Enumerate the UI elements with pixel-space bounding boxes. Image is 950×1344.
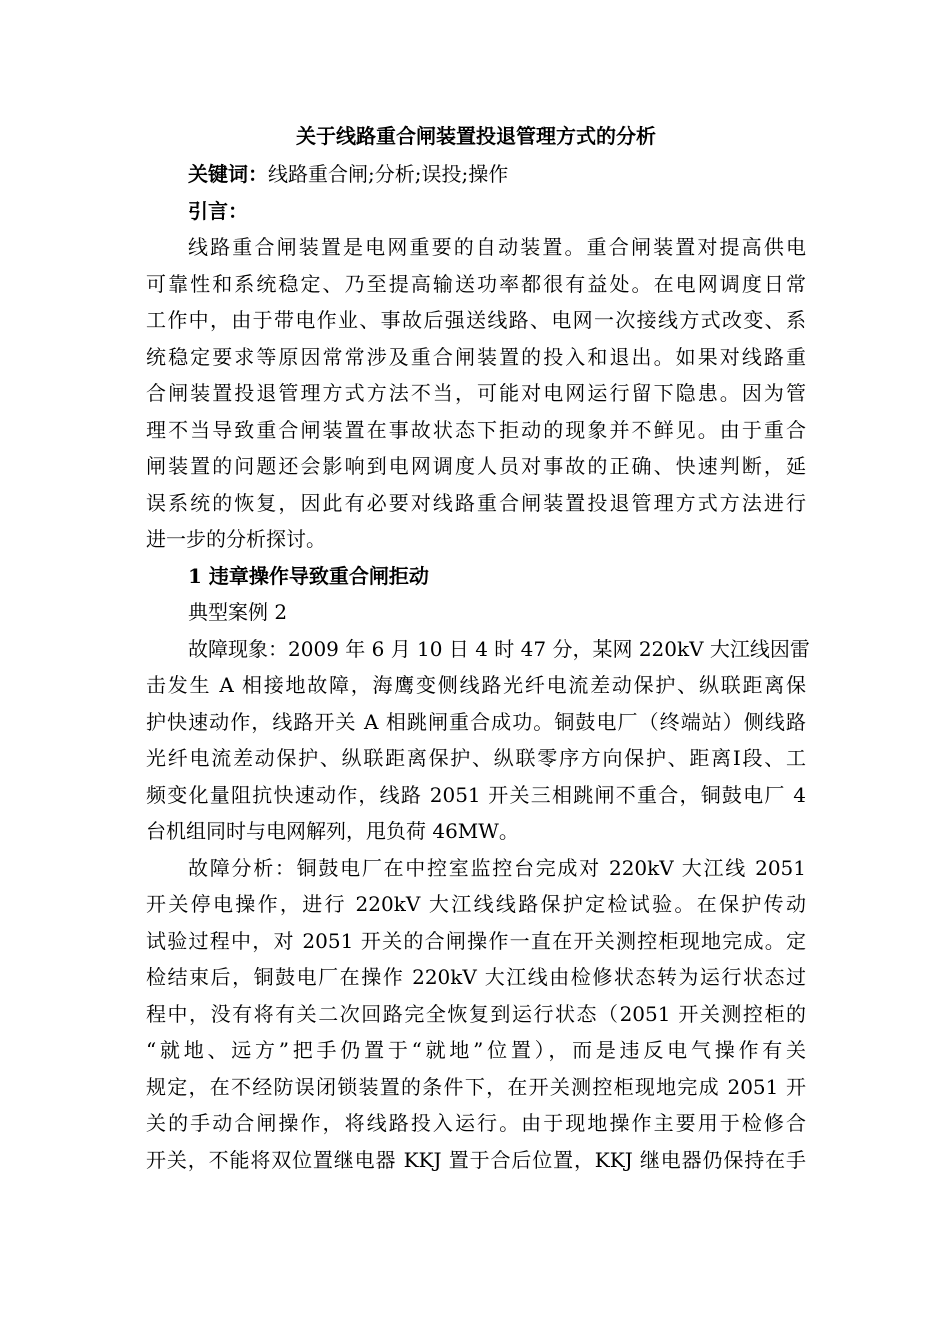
paragraph-line: 故障现象：2009 年 6 月 10 日 4 时 47 分，某网 220kV 大江线因雷 xyxy=(188,636,810,661)
paragraph-line: 护快速动作，线路开关 A 相跳闸重合成功。铜鼓电厂（终端站）侧线路 xyxy=(146,709,806,734)
paragraph-line: 击发生 A 相接地故障，海鹰变侧线路光纤电流差动保护、纵联距离保 xyxy=(146,673,806,697)
section-heading: 1 违章操作导致重合闸拒动 xyxy=(188,563,429,588)
paragraph-line: 故障分析：铜鼓电厂在中控室监控台完成对 220kV 大江线 2051 xyxy=(188,855,806,880)
paragraph-line: 线路重合闸装置是电网重要的自动装置。重合闸装置对提高供电 xyxy=(188,235,806,259)
paragraph-line: “就地、远方”把手仍置于“就地”位置），而是违反电气操作有关 xyxy=(146,1038,806,1062)
keywords-label: 关键词： xyxy=(188,162,268,186)
paragraph-line: 工作中，由于带电作业、事故后强送线路、电网一次接线方式改变、系 xyxy=(146,308,806,332)
paragraph-line: 合闸装置投退管理方式方法不当，可能对电网运行留下隐患。因为管 xyxy=(146,381,806,405)
keywords-line xyxy=(146,156,806,193)
document-page xyxy=(146,116,810,1178)
intro-label: 引言： xyxy=(188,198,248,223)
paragraph-line: 检结束后，铜鼓电厂在操作 220kV 大江线由检修状态转为运行状态过 xyxy=(146,965,806,989)
paragraph-line: 台机组同时与电网解列，甩负荷 46MW。 xyxy=(146,819,519,843)
phenomenon-paragraph xyxy=(146,631,810,850)
paragraph-line: 开关，不能将双位置继电器 KKJ 置于合后位置，KKJ 继电器仍保持在手 xyxy=(146,1147,806,1172)
keywords-value: 线路重合闸;分析;误投;操作 xyxy=(268,162,509,186)
paragraph-line: 关的手动合闸操作，将线路投入运行。由于现地操作主要用于检修合 xyxy=(146,1111,806,1135)
paragraph-line: 试验过程中，对 2051 开关的合闸操作一直在开关测控柜现地完成。定 xyxy=(146,928,806,953)
intro-paragraph xyxy=(146,229,806,558)
paragraph-line: 闸装置的问题还会影响到电网调度人员对事故的正确、快速判断，延 xyxy=(146,454,806,478)
paragraph-line: 程中，没有将有关二次回路完全恢复到运行状态（2051 开关测控柜的 xyxy=(146,1001,806,1026)
paragraph-line: 进一步的分析探讨。 xyxy=(146,527,326,551)
paragraph-line: 统稳定要求等原因常常涉及重合闸装置的投入和退出。如果对线路重 xyxy=(146,344,806,369)
analysis-paragraph xyxy=(146,850,806,1179)
document-title: 关于线路重合闸装置投退管理方式的分析 xyxy=(296,124,656,148)
paragraph-line: 误系统的恢复，因此有必要对线路重合闸装置投退管理方式方法进行 xyxy=(146,490,806,515)
paragraph-line: 光纤电流差动保护、纵联距离保护、纵联零序方向保护、距离Ⅰ段、工 xyxy=(146,746,806,770)
paragraph-line: 理不当导致重合闸装置在事故状态下拒动的现象并不鲜见。由于重合 xyxy=(146,417,806,442)
paragraph-line: 可靠性和系统稳定、乃至提高输送功率都很有益处。在电网调度日常 xyxy=(146,271,806,296)
paragraph-line: 规定，在不经防误闭锁装置的条件下，在开关测控柜现地完成 2051 开 xyxy=(146,1074,806,1099)
paragraph-line: 开关停电操作，进行 220kV 大江线线路保护定检试验。在保护传动 xyxy=(146,892,806,916)
case-label: 典型案例 2 xyxy=(188,600,288,624)
paragraph-line: 频变化量阻抗快速动作，线路 2051 开关三相跳闸不重合，铜鼓电厂 4 xyxy=(146,782,806,807)
